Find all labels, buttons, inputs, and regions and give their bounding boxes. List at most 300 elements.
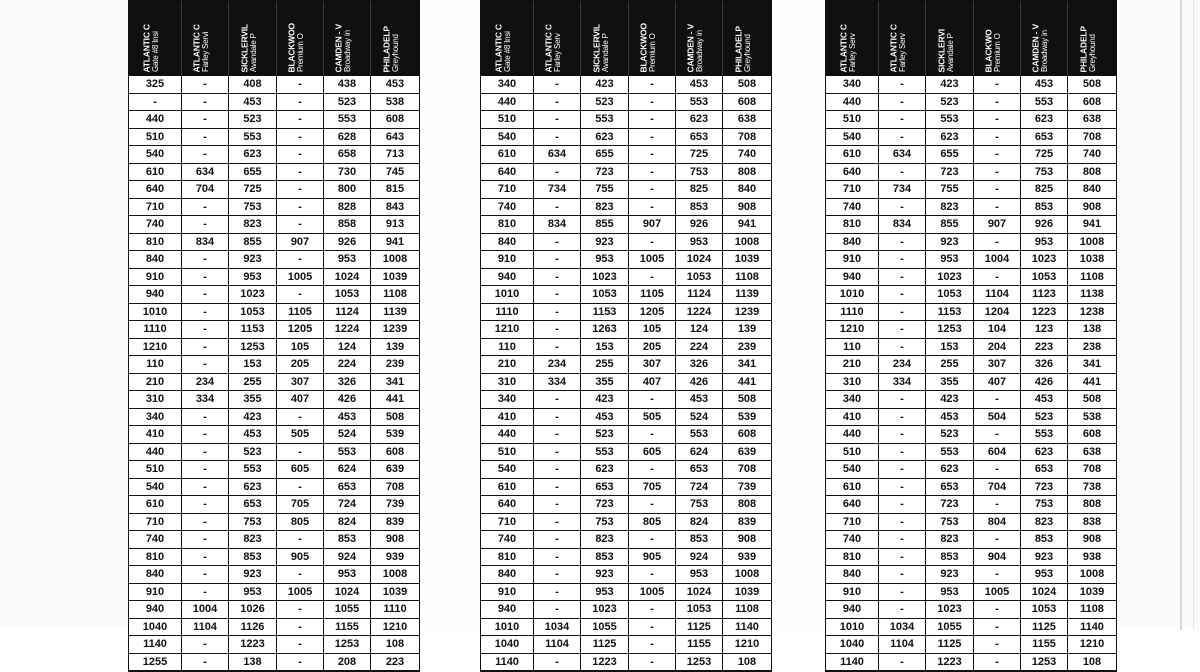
table-cell: 110: [481, 339, 534, 357]
table-cell: -: [974, 531, 1021, 549]
table-cell: 1055: [926, 619, 974, 637]
table-cell: 407: [974, 374, 1021, 392]
table-cell: -: [534, 514, 581, 532]
table-header: [128, 0, 420, 76]
table-cell: 1108: [371, 286, 419, 304]
table-row: [826, 619, 1116, 637]
table-cell: 426: [324, 391, 371, 409]
table-cell: 1125: [1021, 619, 1068, 637]
table-cell: -: [182, 636, 229, 654]
column-header-line1: BLACKWOO: [286, 22, 297, 72]
timetable-block: [128, 0, 420, 672]
table-cell: -: [182, 444, 229, 462]
table-cell: 1110: [129, 321, 182, 339]
table-cell: 623: [229, 146, 277, 164]
table-cell: 913: [371, 216, 419, 234]
table-cell: 453: [229, 94, 277, 112]
table-cell: 740: [723, 146, 771, 164]
table-cell: 755: [926, 181, 974, 199]
table-cell: -: [974, 129, 1021, 147]
table-cell: 553: [229, 129, 277, 147]
table-cell: 923: [926, 566, 974, 584]
table-cell: 110: [826, 339, 879, 357]
table-cell: 138: [229, 654, 277, 672]
table-cell: 605: [277, 461, 324, 479]
table-cell: 355: [926, 374, 974, 392]
table-cell: -: [534, 584, 581, 602]
table-cell: 708: [1068, 461, 1116, 479]
table-cell: 953: [926, 584, 974, 602]
table-cell: 1108: [1068, 601, 1116, 619]
table-cell: 1055: [581, 619, 629, 637]
table-cell: 510: [481, 444, 534, 462]
column-header: [129, 1, 182, 75]
table-cell: 840: [129, 251, 182, 269]
table-cell: 1024: [324, 269, 371, 287]
table-cell: 426: [1021, 374, 1068, 392]
column-header: [182, 1, 229, 75]
table-cell: 523: [581, 426, 629, 444]
table-cell: -: [879, 531, 926, 549]
table-row: [481, 479, 771, 497]
table-cell: -: [629, 146, 676, 164]
table-cell: 905: [277, 549, 324, 567]
table-cell: 708: [723, 129, 771, 147]
table-cell: -: [277, 146, 324, 164]
table-cell: 441: [371, 391, 419, 409]
table-cell: 610: [826, 479, 879, 497]
table-cell: 805: [277, 514, 324, 532]
table-cell: 510: [481, 111, 534, 129]
table-cell: 453: [926, 409, 974, 427]
table-cell: 1210: [723, 636, 771, 654]
table-cell: 1104: [182, 619, 229, 637]
table-cell: -: [879, 94, 926, 112]
table-cell: 753: [1021, 164, 1068, 182]
table-cell: 1126: [229, 619, 277, 637]
table-cell: -: [534, 269, 581, 287]
table-cell: -: [277, 601, 324, 619]
column-header-line1: CAMDEN - V: [333, 23, 344, 72]
table-row: [481, 164, 771, 182]
table-cell: 610: [129, 496, 182, 514]
table-cell: 710: [129, 514, 182, 532]
table-cell: 910: [826, 584, 879, 602]
table-cell: 510: [826, 444, 879, 462]
table-cell: 739: [371, 496, 419, 514]
table-row: [129, 654, 419, 672]
table-cell: 1004: [974, 251, 1021, 269]
table-cell: 1139: [723, 286, 771, 304]
table-cell: -: [879, 549, 926, 567]
table-cell: 1053: [581, 286, 629, 304]
table-cell: 234: [879, 356, 926, 374]
table-cell: 941: [723, 216, 771, 234]
table-cell: 1125: [676, 619, 723, 637]
column-header-line2: Broadway in: [695, 30, 704, 72]
table-cell: 953: [581, 584, 629, 602]
table-cell: 823: [581, 531, 629, 549]
table-cell: 740: [826, 199, 879, 217]
table-row: [826, 199, 1116, 217]
table-cell: 326: [324, 374, 371, 392]
table-cell: 753: [229, 199, 277, 217]
table-cell: 1210: [371, 619, 419, 637]
column-header-line2: Farley Servi: [201, 31, 210, 72]
table-cell: 953: [676, 234, 723, 252]
table-cell: 910: [129, 584, 182, 602]
table-cell: 953: [324, 566, 371, 584]
table-cell: 640: [826, 496, 879, 514]
table-cell: 1005: [629, 584, 676, 602]
table-cell: 410: [129, 426, 182, 444]
table-cell: 508: [723, 76, 771, 94]
table-cell: 908: [723, 531, 771, 549]
table-cell: 355: [229, 391, 277, 409]
table-cell: 640: [129, 181, 182, 199]
table-cell: 1008: [1068, 234, 1116, 252]
table-cell: 608: [1068, 426, 1116, 444]
table-cell: -: [182, 531, 229, 549]
table-cell: 538: [371, 94, 419, 112]
table-cell: 1026: [229, 601, 277, 619]
column-header: [229, 1, 277, 75]
table-row: [129, 444, 419, 462]
table-cell: 1008: [723, 566, 771, 584]
table-cell: 1210: [129, 339, 182, 357]
table-row: [481, 584, 771, 602]
table-cell: 223: [371, 654, 419, 672]
table-cell: 438: [324, 76, 371, 94]
table-cell: 1008: [371, 251, 419, 269]
table-cell: 523: [581, 94, 629, 112]
table-cell: 723: [926, 496, 974, 514]
table-cell: 453: [229, 426, 277, 444]
table-row: [129, 234, 419, 252]
table-cell: 453: [1021, 391, 1068, 409]
table-row: [826, 269, 1116, 287]
table-cell: -: [629, 94, 676, 112]
table-cell: 739: [723, 479, 771, 497]
table-cell: 639: [723, 444, 771, 462]
scan-fold-line-secondary: [1193, 0, 1194, 630]
table-cell: 1223: [229, 636, 277, 654]
table-cell: 640: [481, 164, 534, 182]
table-cell: 1253: [926, 321, 974, 339]
table-cell: 508: [1068, 76, 1116, 94]
table-row: [481, 636, 771, 654]
table-cell: 538: [1068, 409, 1116, 427]
table-row: [826, 164, 1116, 182]
table-cell: -: [629, 111, 676, 129]
table-row: [481, 356, 771, 374]
table-cell: 138: [1068, 321, 1116, 339]
table-cell: -: [974, 94, 1021, 112]
table-cell: 610: [129, 164, 182, 182]
column-header-line2: Gate #8 Insi: [151, 31, 160, 72]
table-cell: 710: [129, 199, 182, 217]
table-cell: 940: [129, 286, 182, 304]
table-cell: -: [534, 461, 581, 479]
table-cell: 725: [1021, 146, 1068, 164]
table-cell: 941: [371, 234, 419, 252]
table-cell: -: [879, 566, 926, 584]
table-cell: 553: [229, 461, 277, 479]
table-cell: 1010: [481, 286, 534, 304]
table-cell: 234: [182, 374, 229, 392]
table-cell: 1010: [129, 304, 182, 322]
table-cell: 1024: [1021, 584, 1068, 602]
table-cell: 828: [324, 199, 371, 217]
table-cell: -: [879, 391, 926, 409]
column-header-line2: Broadway in: [343, 30, 352, 72]
table-cell: 738: [1068, 479, 1116, 497]
table-cell: 858: [324, 216, 371, 234]
table-cell: -: [182, 251, 229, 269]
table-cell: 908: [371, 531, 419, 549]
column-header-line2: Gate #8 Insi: [503, 31, 512, 72]
table-row: [129, 181, 419, 199]
table-cell: 941: [1068, 216, 1116, 234]
column-header: [723, 1, 771, 75]
column-header-line2: Farley Serv: [898, 33, 907, 72]
column-header-line2: Avandale P: [945, 33, 955, 72]
table-cell: -: [277, 164, 324, 182]
table-cell: 1039: [371, 269, 419, 287]
table-header: [825, 0, 1117, 76]
table-cell: 953: [1021, 566, 1068, 584]
table-cell: 853: [581, 549, 629, 567]
table-cell: 623: [581, 461, 629, 479]
table-cell: 724: [324, 496, 371, 514]
table-cell: -: [182, 514, 229, 532]
table-cell: 824: [676, 514, 723, 532]
table-cell: 504: [974, 409, 1021, 427]
table-cell: -: [974, 654, 1021, 672]
table-cell: 907: [277, 234, 324, 252]
table-cell: 853: [676, 531, 723, 549]
table-cell: 623: [926, 129, 974, 147]
table-cell: 755: [581, 181, 629, 199]
table-cell: 124: [676, 321, 723, 339]
table-row: [481, 129, 771, 147]
table-cell: 908: [723, 199, 771, 217]
table-cell: 953: [229, 269, 277, 287]
table-cell: 508: [723, 391, 771, 409]
table-cell: -: [879, 409, 926, 427]
table-cell: -: [277, 216, 324, 234]
table-cell: 205: [277, 356, 324, 374]
table-row: [481, 321, 771, 339]
table-cell: 704: [974, 479, 1021, 497]
table-row: [826, 304, 1116, 322]
table-cell: 1153: [229, 321, 277, 339]
table-cell: -: [277, 111, 324, 129]
table-cell: 104: [974, 321, 1021, 339]
column-header-line2: Farley Serv: [848, 33, 857, 72]
table-cell: 623: [229, 479, 277, 497]
table-cell: 334: [534, 374, 581, 392]
column-header-line2: Greyhound: [1088, 34, 1097, 72]
table-cell: -: [534, 409, 581, 427]
table-cell: 440: [129, 111, 182, 129]
table-cell: 1053: [1021, 601, 1068, 619]
column-header-line1: PHILADELP: [1078, 25, 1089, 72]
table-cell: 453: [1021, 76, 1068, 94]
table-cell: 853: [1021, 531, 1068, 549]
table-cell: 1104: [534, 636, 581, 654]
table-row: [481, 566, 771, 584]
table-cell: -: [277, 531, 324, 549]
table-cell: 1110: [481, 304, 534, 322]
table-row: [826, 374, 1116, 392]
table-cell: -: [629, 269, 676, 287]
table-body: [128, 76, 420, 672]
table-row: [481, 286, 771, 304]
table-cell: 408: [229, 76, 277, 94]
table-cell: 1008: [371, 566, 419, 584]
table-cell: -: [277, 619, 324, 637]
table-cell: 810: [129, 549, 182, 567]
table-cell: -: [879, 199, 926, 217]
table-cell: 1140: [129, 636, 182, 654]
table-cell: 210: [481, 356, 534, 374]
table-row: [481, 304, 771, 322]
table-cell: -: [277, 566, 324, 584]
table-row: [826, 339, 1116, 357]
table-cell: 855: [926, 216, 974, 234]
table-cell: 1053: [926, 286, 974, 304]
table-cell: 1023: [229, 286, 277, 304]
table-cell: 1253: [229, 339, 277, 357]
table-cell: 307: [629, 356, 676, 374]
table-cell: 153: [926, 339, 974, 357]
table-row: [481, 444, 771, 462]
table-row: [826, 356, 1116, 374]
table-cell: -: [182, 199, 229, 217]
table-cell: -: [277, 636, 324, 654]
table-cell: 810: [481, 549, 534, 567]
table-cell: -: [182, 496, 229, 514]
table-cell: 724: [676, 479, 723, 497]
table-cell: 326: [1021, 356, 1068, 374]
table-cell: -: [974, 391, 1021, 409]
table-cell: 1053: [1021, 269, 1068, 287]
table-cell: -: [629, 496, 676, 514]
table-cell: 123: [1021, 321, 1068, 339]
column-header-line1: PHILADELP: [733, 25, 744, 72]
table-row: [129, 94, 419, 112]
table-cell: 1125: [581, 636, 629, 654]
table-cell: 710: [826, 181, 879, 199]
table-cell: 705: [277, 496, 324, 514]
table-row: [826, 251, 1116, 269]
table-cell: 124: [324, 339, 371, 357]
table-cell: 824: [324, 514, 371, 532]
table-cell: 810: [481, 216, 534, 234]
table-cell: 441: [1068, 374, 1116, 392]
table-row: [481, 654, 771, 672]
table-row: [826, 636, 1116, 654]
table-cell: -: [534, 391, 581, 409]
table-cell: 1039: [723, 584, 771, 602]
table-row: [129, 619, 419, 637]
table-cell: 407: [277, 391, 324, 409]
table-cell: 508: [1068, 391, 1116, 409]
table-cell: -: [629, 654, 676, 672]
table-cell: 608: [371, 444, 419, 462]
table-row: [826, 549, 1116, 567]
table-cell: -: [277, 181, 324, 199]
table-cell: 108: [371, 636, 419, 654]
table-row: [129, 496, 419, 514]
table-cell: 204: [974, 339, 1021, 357]
table-cell: 1138: [1068, 286, 1116, 304]
table-cell: 908: [1068, 531, 1116, 549]
table-cell: -: [182, 549, 229, 567]
table-cell: 1023: [581, 269, 629, 287]
table-cell: 553: [926, 111, 974, 129]
table-cell: 940: [129, 601, 182, 619]
table-cell: -: [974, 566, 1021, 584]
table-cell: -: [629, 531, 676, 549]
table-cell: -: [534, 304, 581, 322]
table-cell: -: [182, 76, 229, 94]
table-row: [826, 181, 1116, 199]
table-cell: 810: [826, 216, 879, 234]
table-cell: 823: [229, 531, 277, 549]
table-cell: 1239: [371, 321, 419, 339]
column-header-line1: BLACKWO: [983, 29, 994, 72]
column-header-line1: ATLANTIC C: [543, 23, 554, 72]
table-cell: -: [182, 339, 229, 357]
table-row: [826, 409, 1116, 427]
table-cell: -: [629, 619, 676, 637]
table-cell: 1155: [1021, 636, 1068, 654]
table-cell: 605: [629, 444, 676, 462]
table-cell: 924: [324, 549, 371, 567]
table-cell: -: [182, 111, 229, 129]
table-cell: 923: [229, 566, 277, 584]
table-cell: -: [879, 444, 926, 462]
table-cell: 753: [229, 514, 277, 532]
table-cell: 800: [324, 181, 371, 199]
table-cell: 1125: [926, 636, 974, 654]
table-cell: 505: [277, 426, 324, 444]
table-cell: 840: [481, 566, 534, 584]
table-cell: 510: [826, 111, 879, 129]
table-cell: 1153: [581, 304, 629, 322]
table-cell: -: [182, 409, 229, 427]
table-cell: 840: [481, 234, 534, 252]
table-cell: 1223: [581, 654, 629, 672]
table-row: [826, 461, 1116, 479]
table-cell: 740: [1068, 146, 1116, 164]
column-header-line2: Greyhound: [391, 34, 400, 72]
table-cell: 840: [826, 566, 879, 584]
table-cell: 710: [481, 181, 534, 199]
table-cell: 808: [723, 496, 771, 514]
table-cell: 840: [826, 234, 879, 252]
table-cell: -: [277, 251, 324, 269]
table-cell: -: [974, 181, 1021, 199]
table-cell: 805: [629, 514, 676, 532]
table-cell: 453: [581, 409, 629, 427]
table-cell: 505: [629, 409, 676, 427]
table-cell: -: [182, 426, 229, 444]
table-cell: 1053: [676, 269, 723, 287]
table-cell: 1024: [676, 584, 723, 602]
